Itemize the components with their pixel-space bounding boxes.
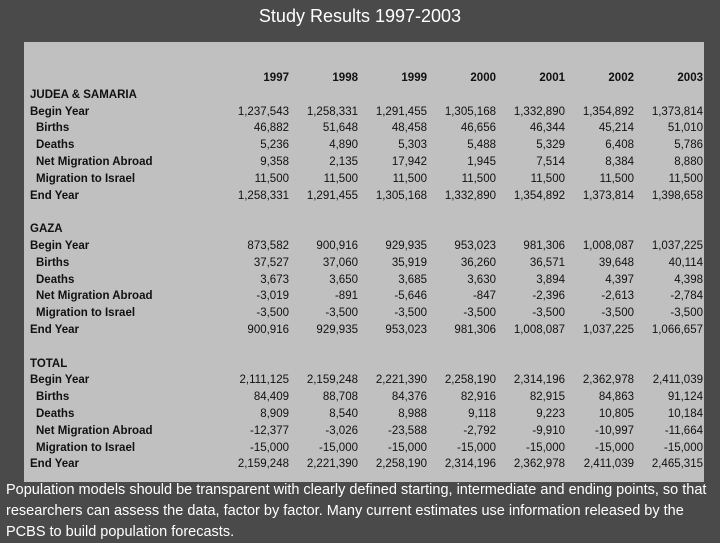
table-cell: -3,500	[394, 307, 427, 320]
table-row	[30, 305, 703, 322]
table-cell: 46,656	[460, 122, 496, 135]
table-cell: -3,500	[601, 307, 634, 320]
table-cell: 1,354,892	[513, 189, 565, 202]
table-cell: 2,314,196	[513, 374, 565, 387]
table-cell: -891	[334, 290, 358, 303]
table-cell: 11,500	[530, 172, 565, 185]
year-header: 2001	[539, 72, 565, 84]
table-cell: 6,408	[605, 139, 634, 152]
table-cell: 8,880	[674, 155, 703, 168]
row-label: Net Migration Abroad	[36, 424, 153, 437]
table-cell: 37,527	[253, 256, 289, 269]
table-row	[30, 322, 703, 339]
table-cell: 1,305,168	[444, 105, 496, 118]
table-cell: 2,159,248	[237, 458, 289, 471]
table-cell: 873,582	[247, 239, 289, 252]
table-row	[30, 440, 703, 457]
table-cell: -10,997	[594, 424, 634, 437]
table-cell: 84,409	[253, 391, 289, 404]
table-cell: 36,571	[529, 256, 565, 269]
table-cell: 35,919	[391, 256, 427, 269]
table-cell: 2,411,039	[583, 458, 634, 471]
row-label: End Year	[30, 189, 80, 202]
table-cell: 929,935	[385, 239, 427, 252]
year-header: 2000	[470, 72, 496, 84]
row-label: Begin Year	[30, 374, 90, 387]
table-cell: 8,384	[605, 155, 634, 168]
year-header: 1999	[401, 72, 427, 84]
table-cell: 91,124	[667, 391, 703, 404]
table-cell: 11,500	[254, 172, 289, 185]
table-cell: 11,500	[599, 172, 634, 185]
table-row	[30, 288, 703, 305]
year-header: 1997	[263, 72, 289, 84]
table-cell: -15,000	[249, 441, 289, 454]
table-cell: -15,000	[525, 441, 565, 454]
table-cell: -11,664	[664, 424, 703, 437]
table-row	[30, 372, 703, 389]
table-cell: 2,135	[329, 155, 358, 168]
year-header: 2002	[608, 72, 634, 84]
table-cell: 82,916	[460, 391, 496, 404]
table-cell: 4,890	[329, 139, 358, 152]
table-cell: 929,935	[316, 323, 358, 336]
table-cell: 1,291,455	[306, 189, 358, 202]
table-row	[30, 238, 703, 255]
table-cell: 1,332,890	[513, 105, 565, 118]
table-cell: 11,500	[323, 172, 358, 185]
table-cell: 953,023	[454, 239, 496, 252]
table-cell: 39,648	[598, 256, 634, 269]
section-title: GAZA	[30, 223, 63, 236]
table-cell: 2,362,978	[582, 374, 634, 387]
table-cell: 11,500	[461, 172, 496, 185]
year-header: 2003	[677, 72, 703, 84]
table-cell: 4,397	[605, 273, 634, 286]
table-cell: 953,023	[385, 323, 427, 336]
row-label: Births	[36, 122, 70, 135]
row-label: Migration to Israel	[36, 441, 136, 454]
row-label: Net Migration Abroad	[36, 290, 153, 303]
row-label: Net Migration Abroad	[36, 155, 153, 168]
results-table	[30, 70, 703, 473]
table-cell: 1,258,331	[237, 189, 289, 202]
table-cell: 3,685	[398, 273, 427, 286]
table-cell: 11,500	[392, 172, 427, 185]
table-cell: 2,111,125	[239, 374, 289, 387]
table-cell: 981,306	[454, 323, 496, 336]
table-cell: 1,291,455	[375, 105, 427, 118]
section-header-row	[30, 87, 703, 104]
table-cell: 5,786	[674, 139, 703, 152]
table-cell: 1,305,168	[375, 189, 427, 202]
row-label: Migration to Israel	[36, 307, 136, 320]
table-cell: 48,458	[391, 122, 427, 135]
table-cell: 2,362,978	[513, 458, 565, 471]
row-label: Begin Year	[30, 105, 90, 118]
table-cell: 1,332,890	[444, 189, 496, 202]
table-cell: 2,465,315	[651, 458, 703, 471]
row-label: Begin Year	[30, 239, 90, 252]
table-row	[30, 456, 703, 473]
table-cell: 51,010	[667, 122, 703, 135]
table-cell: -3,500	[463, 307, 496, 320]
table-cell: 37,060	[322, 256, 358, 269]
table-row	[30, 137, 703, 154]
table-row	[30, 171, 703, 188]
table-row	[30, 104, 703, 121]
row-label: Deaths	[36, 273, 75, 286]
table-cell: -3,019	[256, 290, 289, 303]
table-row	[30, 120, 703, 137]
table-cell: 8,909	[260, 407, 289, 420]
table-cell: 88,708	[322, 391, 358, 404]
table-cell: 1,398,658	[651, 189, 703, 202]
table-cell: -2,613	[601, 290, 634, 303]
table-cell: 5,329	[536, 139, 565, 152]
table-cell: 1,237,543	[237, 105, 289, 118]
table-cell: 46,344	[529, 122, 565, 135]
row-label: End Year	[30, 458, 80, 471]
table-cell: 1,354,892	[582, 105, 634, 118]
table-cell: -15,000	[318, 441, 358, 454]
table-cell: 2,221,390	[306, 458, 358, 471]
table-cell: 11,500	[668, 172, 703, 185]
table-cell: -3,500	[532, 307, 565, 320]
table-row	[30, 272, 703, 289]
table-cell: -2,792	[463, 424, 496, 437]
table-cell: -847	[472, 290, 496, 303]
table-cell: -23,588	[387, 424, 427, 437]
table-cell: 3,630	[467, 273, 496, 286]
table-cell: 46,882	[253, 122, 289, 135]
table-cell: -15,000	[594, 441, 634, 454]
table-cell: 1,037,225	[582, 323, 634, 336]
table-cell: 2,159,248	[306, 374, 358, 387]
spacer-row	[30, 204, 703, 221]
table-cell: -2,396	[532, 290, 565, 303]
table-cell: 82,915	[529, 391, 565, 404]
table-cell: 5,488	[467, 139, 496, 152]
section-title: JUDEA & SAMARIA	[30, 88, 137, 101]
table-cell: 2,411,039	[652, 374, 703, 387]
table-cell: 3,650	[329, 273, 358, 286]
table-cell: 9,118	[468, 407, 496, 420]
section-header-row	[30, 356, 703, 373]
table-cell: 981,306	[523, 239, 565, 252]
table-cell: 900,916	[316, 239, 358, 252]
table-cell: 9,223	[536, 407, 565, 420]
table-cell: 84,863	[598, 391, 634, 404]
table-cell: 9,358	[260, 155, 289, 168]
table-cell: 1,008,087	[513, 323, 565, 336]
table-row	[30, 423, 703, 440]
table-cell: 2,221,390	[375, 374, 427, 387]
year-header: 1998	[332, 72, 358, 84]
table-row	[30, 154, 703, 171]
table-row	[30, 188, 703, 205]
row-label: Deaths	[36, 407, 75, 420]
table-cell: -9,910	[532, 424, 565, 437]
table-cell: 2,314,196	[444, 458, 496, 471]
header-spacer	[30, 70, 220, 87]
table-cell: 8,988	[398, 407, 427, 420]
table-row	[30, 255, 703, 272]
row-label: Deaths	[36, 139, 75, 152]
table-cell: 36,260	[460, 256, 496, 269]
table-cell: -15,000	[663, 441, 703, 454]
table-cell: -3,500	[325, 307, 358, 320]
table-cell: -3,500	[256, 307, 289, 320]
table-cell: 10,184	[667, 407, 703, 420]
table-cell: 1,373,814	[582, 189, 634, 202]
table-cell: -2,784	[670, 290, 703, 303]
row-label: Births	[36, 391, 70, 404]
caption-text: Population models should be transparent with clearly defined starting, intermediate and ending points, so that researchers can assess the data, factor by factor. Many current estimates use information released by the PCBS to build population forecasts.	[6, 482, 707, 540]
table-cell: 1,373,814	[651, 105, 703, 118]
table-cell: -3,500	[670, 307, 703, 320]
table-cell: 5,236	[260, 139, 289, 152]
row-label: Migration to Israel	[36, 172, 136, 185]
table-cell: 1,945	[467, 155, 496, 168]
table-cell: 7,514	[536, 155, 565, 168]
row-label: Births	[36, 256, 70, 269]
table-cell: -3,026	[325, 424, 358, 437]
table-cell: 4,398	[674, 273, 703, 286]
table-row	[30, 406, 703, 423]
table-cell: 3,673	[260, 273, 289, 286]
table-cell: 40,114	[668, 256, 703, 269]
table-cell: 3,894	[536, 273, 565, 286]
table-cell: 2,258,190	[444, 374, 496, 387]
table-row	[30, 389, 703, 406]
section-title: TOTAL	[30, 357, 68, 370]
spacer-row	[30, 339, 703, 356]
table-cell: 51,648	[322, 122, 358, 135]
table-cell: -15,000	[387, 441, 427, 454]
table-cell: 900,916	[247, 323, 289, 336]
table-cell: 84,376	[391, 391, 427, 404]
table-cell: -12,377	[249, 424, 289, 437]
table-cell: 1,258,331	[306, 105, 358, 118]
table-cell: 10,805	[598, 407, 634, 420]
results-table-panel	[24, 42, 704, 482]
table-cell: 8,540	[329, 407, 358, 420]
year-header-row	[30, 70, 703, 87]
table-cell: 1,008,087	[582, 239, 634, 252]
table-cell: 45,214	[598, 122, 634, 135]
section-header-row	[30, 221, 703, 238]
table-cell: 1,066,657	[651, 323, 703, 336]
table-cell: -5,646	[394, 290, 427, 303]
slide-title: Study Results 1997-2003	[258, 6, 462, 26]
table-cell: 5,303	[398, 139, 427, 152]
table-cell: 2,258,190	[375, 458, 427, 471]
table-cell: -15,000	[456, 441, 496, 454]
table-cell: 1,037,225	[651, 239, 703, 252]
table-cell: 17,942	[391, 155, 427, 168]
row-label: End Year	[30, 323, 80, 336]
